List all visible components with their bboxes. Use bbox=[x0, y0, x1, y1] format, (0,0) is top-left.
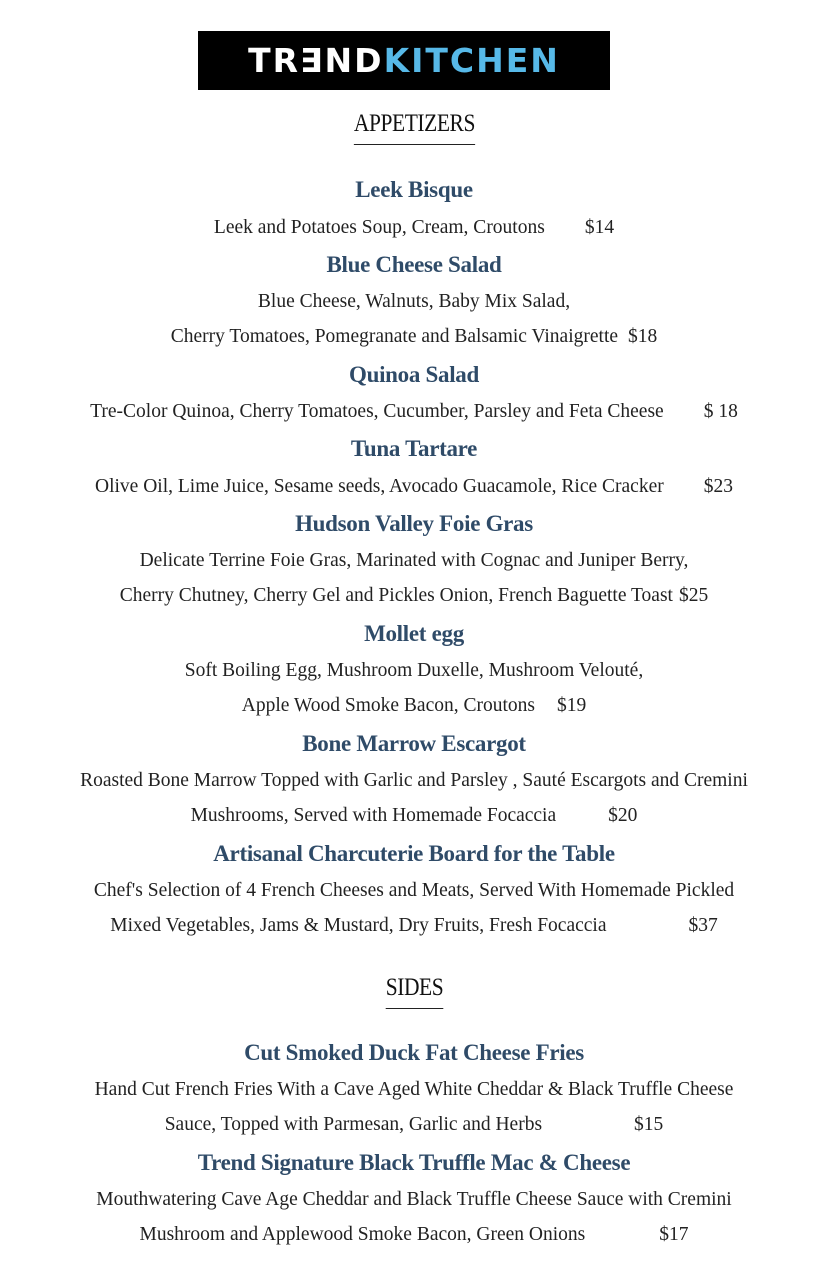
menu-item-title: Blue Cheese Salad bbox=[326, 252, 502, 277]
logo-trend-text: TR∃ND bbox=[248, 41, 384, 80]
appetizers-heading: APPETIZERS bbox=[0, 110, 828, 145]
menu-item-price: $18 bbox=[628, 326, 658, 347]
menu-item-description: Chef's Selection of 4 French Cheeses and Meats, Served With Homemade Pickled bbox=[93, 880, 735, 901]
menu-item-price: $14 bbox=[584, 217, 615, 238]
menu-item-description: Cherry Chutney, Cherry Gel and Pickles Onion, French Baguette Toast $25 bbox=[119, 585, 709, 606]
menu-item-description: Blue Cheese, Walnuts, Baby Mix Salad, bbox=[257, 291, 571, 312]
menu-item-title: Artisanal Charcuterie Board for the Table bbox=[213, 841, 615, 866]
menu-item-description: Mushroom and Applewood Smoke Bacon, Green Onions $17 bbox=[139, 1224, 689, 1245]
menu-item-description: Mixed Vegetables, Jams & Mustard, Dry Fruits, Fresh Focaccia $37 bbox=[110, 915, 718, 936]
menu-item-description: Hand Cut French Fries With a Cave Aged White Cheddar & Black Truffle Cheese bbox=[94, 1079, 734, 1100]
menu-item-price: $ 18 bbox=[703, 401, 738, 422]
sides-heading: SIDES bbox=[0, 974, 828, 1009]
menu-item-description: Mushrooms, Served with Homemade Focaccia $20 bbox=[190, 805, 638, 826]
menu-item-title: Hudson Valley Foie Gras bbox=[295, 511, 533, 536]
menu-item-title: Cut Smoked Duck Fat Cheese Fries bbox=[244, 1040, 584, 1065]
menu-item-price: $20 bbox=[608, 805, 638, 826]
menu-item-description: Soft Boiling Egg, Mushroom Duxelle, Mushroom Velouté, bbox=[184, 660, 644, 681]
menu-item-title: Bone Marrow Escargot bbox=[302, 731, 526, 756]
menu-item-title: Quinoa Salad bbox=[349, 362, 479, 387]
menu-item-description: Leek and Potatoes Soup, Cream, Croutons $14 bbox=[213, 217, 615, 238]
menu-item-price: $37 bbox=[688, 915, 718, 936]
menu-item-description: Apple Wood Smoke Bacon, Croutons $19 bbox=[241, 695, 587, 716]
menu-item-price: $19 bbox=[557, 695, 587, 716]
menu-item-description: Sauce, Topped with Parmesan, Garlic and Herbs $15 bbox=[164, 1114, 664, 1135]
menu-item-price: $15 bbox=[634, 1114, 664, 1135]
logo-kitchen-text: KITCHEN bbox=[383, 41, 560, 80]
menu-item-price: $25 bbox=[678, 585, 709, 606]
menu-item-description: Cherry Tomatoes, Pomegranate and Balsamic Vinaigrette $18 bbox=[170, 326, 658, 347]
menu-item-title: Mollet egg bbox=[364, 621, 464, 646]
menu-item-description: Delicate Terrine Foie Gras, Marinated with Cognac and Juniper Berry, bbox=[139, 550, 689, 571]
menu-item-price: $17 bbox=[659, 1224, 689, 1245]
menu-item-description: Tre-Color Quinoa, Cherry Tomatoes, Cucumber, Parsley and Feta Cheese $ 18 bbox=[90, 401, 738, 422]
menu-item-description: Roasted Bone Marrow Topped with Garlic and Parsley , Sauté Escargots and Cremini bbox=[80, 770, 748, 791]
trend-kitchen-logo bbox=[198, 31, 610, 90]
menu-item-title: Trend Signature Black Truffle Mac & Cheese bbox=[197, 1150, 631, 1175]
menu-item-title: Leek Bisque bbox=[355, 177, 473, 202]
menu-item-title: Tuna Tartare bbox=[350, 436, 478, 461]
menu-item-price: $23 bbox=[703, 476, 733, 497]
menu-item-description: Mouthwatering Cave Age Cheddar and Black Truffle Cheese Sauce with Cremini bbox=[96, 1189, 732, 1210]
menu-item-description: Olive Oil, Lime Juice, Sesame seeds, Avocado Guacamole, Rice Cracker $23 bbox=[95, 476, 733, 497]
